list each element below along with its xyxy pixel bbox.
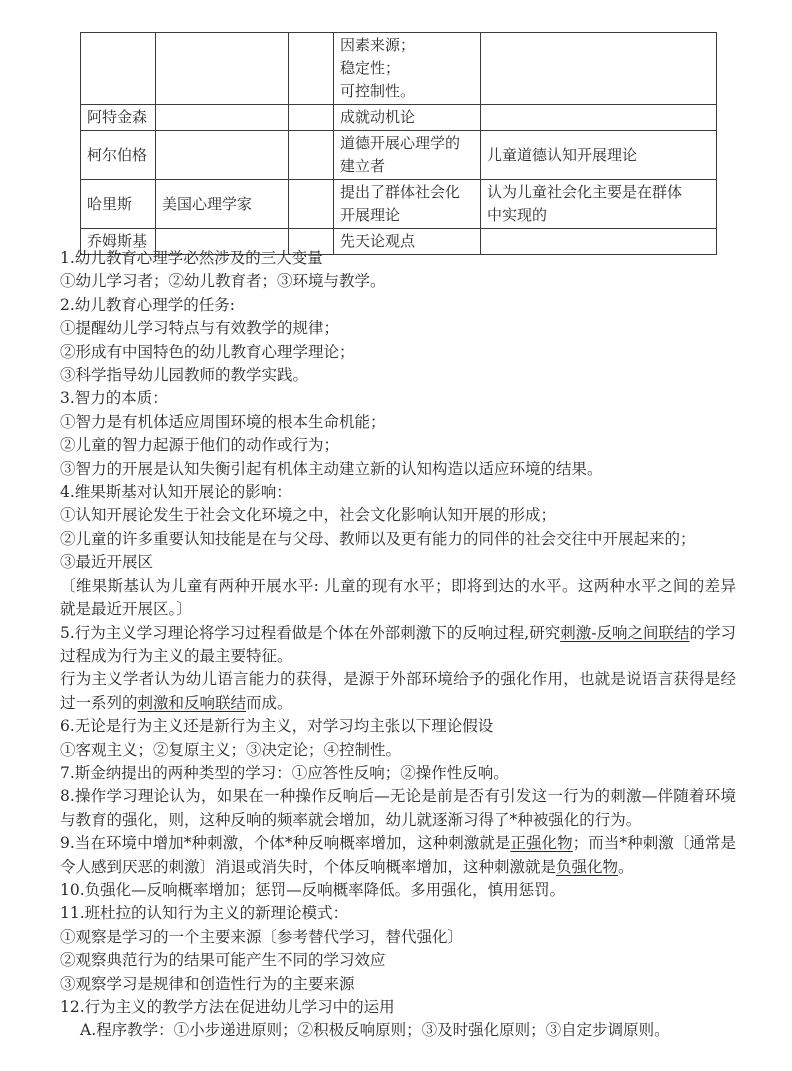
note-text: 7.斯金纳提出的两种类型的学习：①应答性反响；②操作性反响。 bbox=[60, 763, 509, 782]
table-cell bbox=[289, 180, 334, 229]
table-cell: 美国心理学家 bbox=[156, 180, 289, 229]
note-text: 9.当在环境中增加*种刺激，个体*种反响概率增加，这种刺激就是 bbox=[60, 834, 511, 853]
note-text: 3.智力的本质： bbox=[60, 389, 168, 408]
note-paragraph bbox=[60, 458, 736, 481]
table-cell-line: 可控制性。 bbox=[340, 82, 416, 100]
note-text: ；而当*种刺激〔通常是令人感到厌恶的刺激〕消退或消失时，个体反响概率增加，这种刺激就是 bbox=[60, 834, 736, 876]
note-text: A.程序教学：①小步递进原则；②积极反响原则；③及时强化原则；③自定步调原则。 bbox=[80, 1021, 670, 1040]
note-text: 8.操作学习理论认为，如果在一种操作反响后—无论是前是否有引发这一行为的刺激—伴随着环境与教育的强化，则，这种反响的频率就会增加，幼儿就逐渐习得了*种被强化的行为。 bbox=[60, 787, 736, 829]
note-text: ③观察学习是规律和创造性行为的主要来源 bbox=[60, 974, 355, 993]
note-paragraph bbox=[60, 996, 736, 1019]
table-row bbox=[81, 131, 717, 180]
note-text: ①观察是学习的一个主要来源〔参考替代学习，替代强化〕 bbox=[60, 927, 464, 946]
note-paragraph bbox=[60, 1019, 736, 1042]
note-paragraph bbox=[60, 926, 736, 949]
notes-section bbox=[60, 247, 736, 1043]
table-cell bbox=[334, 131, 481, 180]
note-text: ②形成有中国特色的幼儿教育心理学理论； bbox=[60, 342, 355, 361]
note-text: 的学习过程成为行为主义的最主要特征。 bbox=[60, 623, 736, 665]
note-text: ②儿童的许多重要认知技能是在与父母、教师以及更有能力的同伴的社会交往中开展起来的； bbox=[60, 529, 696, 548]
table-cell bbox=[156, 33, 289, 105]
note-paragraph bbox=[60, 481, 736, 504]
table-cell: 柯尔伯格 bbox=[81, 131, 156, 180]
note-text: 2.幼儿教育心理学的任务: bbox=[60, 295, 236, 314]
note-text: 5.行为主义学习理论将学习过程看做是个体在外部刺激下的反响过程,研究 bbox=[60, 623, 561, 642]
note-text: 而成。 bbox=[246, 693, 293, 712]
note-text: 6.无论是行为主义还是新行为主义，对学习均主张以下理论假设 bbox=[60, 717, 494, 736]
table-cell-line: 中实现的 bbox=[487, 206, 548, 224]
psychologist-table bbox=[80, 32, 717, 255]
note-text: ①客观主义；②复原主义；③决定论；④控制性。 bbox=[60, 740, 402, 759]
table-row bbox=[81, 105, 717, 131]
note-text: ②儿童的智力起源于他们的动作或行为； bbox=[60, 436, 340, 455]
underlined-term: 刺激-反响之间联结 bbox=[560, 623, 690, 642]
note-text: 11.班杜拉的认知行为主义的新理论模式： bbox=[60, 904, 349, 923]
note-paragraph bbox=[60, 949, 736, 972]
table-cell-line: 建立者 bbox=[340, 157, 386, 175]
note-text: ①智力是有机体适应周围环境的根本生命机能； bbox=[60, 412, 386, 431]
note-text: ②观察典范行为的结果可能产生不同的学习效应 bbox=[60, 951, 386, 970]
note-text: ①幼儿学习者；②幼儿教育者；③环境与教学。 bbox=[60, 272, 386, 291]
note-paragraph bbox=[60, 879, 736, 902]
table-cell bbox=[481, 33, 717, 105]
note-text: ①认知开展论发生于社会文化环境之中，社会文化影响认知开展的形成； bbox=[60, 506, 557, 525]
table-cell: 阿特金森 bbox=[81, 105, 156, 131]
note-paragraph bbox=[60, 364, 736, 387]
table-cell bbox=[334, 180, 481, 229]
table-cell bbox=[289, 33, 334, 105]
table-cell-line: 道德开展心理学的 bbox=[340, 134, 461, 152]
note-text: 4.维果斯基对认知开展论的影响： bbox=[60, 483, 292, 502]
note-text: 10.负强化—反响概率增加；惩罚—反响概率降低。多用强化，慎用惩罚。 bbox=[60, 880, 566, 899]
note-text: ③智力的开展是认知失衡引起有机体主动建立新的认知构造以适应环境的结果。 bbox=[60, 459, 603, 478]
note-paragraph bbox=[60, 411, 736, 434]
underlined-term: 刺激和反响联结 bbox=[137, 693, 247, 712]
table-cell bbox=[289, 105, 334, 131]
table-row bbox=[81, 33, 717, 105]
table-cell bbox=[481, 180, 717, 229]
note-paragraph bbox=[60, 785, 736, 832]
table-cell bbox=[156, 105, 289, 131]
underlined-term: 负强化物 bbox=[556, 857, 619, 876]
note-text: 1.幼儿教育心理学必然涉及的三大变量 bbox=[60, 249, 323, 267]
note-paragraph bbox=[60, 317, 736, 340]
psychologist-table-body bbox=[81, 33, 717, 255]
table-cell: 先天论观点 bbox=[334, 229, 481, 255]
table-cell: 儿童道德认知开展理论 bbox=[481, 131, 717, 180]
note-paragraph bbox=[60, 902, 736, 925]
note-text: 12.行为主义的教学方法在促进幼儿学习中的运用 bbox=[60, 998, 395, 1016]
table-cell bbox=[81, 33, 156, 105]
table-cell: 乔姆斯基 bbox=[81, 229, 156, 255]
note-text: 行为主义学者认为幼儿语言能力的获得，是源于外部环境给予的强化作用，也就是说语言获得是经过一系列的 bbox=[60, 670, 736, 712]
table-cell-line: 稳定性； bbox=[340, 59, 401, 77]
table-cell-line: 提出了群体社会化 bbox=[340, 183, 461, 201]
note-text: 。 bbox=[618, 857, 634, 876]
table-cell bbox=[481, 105, 717, 131]
table-cell-line: 认为儿童社会化主要是在群体 bbox=[487, 183, 683, 201]
note-text: 〔维果斯基认为儿童有两种开展水平: 儿童的现有水平；即将到达的水平。这两种水平之间的差异就是最近开展区。〕 bbox=[60, 576, 736, 619]
note-paragraph bbox=[60, 832, 736, 879]
note-text: ③科学指导幼儿园教师的教学实践。 bbox=[60, 366, 309, 385]
note-text: ③最近开展区 bbox=[60, 553, 154, 572]
note-paragraph bbox=[60, 551, 736, 574]
table-cell bbox=[156, 131, 289, 180]
note-paragraph bbox=[60, 973, 736, 996]
note-paragraph bbox=[60, 387, 736, 410]
note-text: ①提醒幼儿学习特点与有效教学的规律； bbox=[60, 319, 340, 338]
underlined-term: 正强化物 bbox=[510, 834, 573, 853]
table-cell-line: 因素来源； bbox=[340, 36, 416, 54]
note-paragraph bbox=[60, 247, 736, 270]
table-cell bbox=[289, 131, 334, 180]
note-paragraph bbox=[60, 341, 736, 364]
table-cell bbox=[334, 33, 481, 105]
note-paragraph bbox=[60, 715, 736, 738]
note-paragraph bbox=[60, 434, 736, 457]
note-paragraph bbox=[60, 739, 736, 762]
note-paragraph bbox=[60, 528, 736, 551]
table-cell: 成就动机论 bbox=[334, 105, 481, 131]
note-paragraph bbox=[60, 622, 736, 669]
note-paragraph bbox=[60, 575, 736, 622]
note-paragraph bbox=[60, 762, 736, 785]
note-paragraph bbox=[60, 504, 736, 527]
note-paragraph bbox=[60, 270, 736, 293]
note-paragraph bbox=[60, 668, 736, 715]
note-paragraph bbox=[60, 294, 736, 317]
table-cell: 哈里斯 bbox=[81, 180, 156, 229]
table-row bbox=[81, 180, 717, 229]
table-cell-line: 开展理论 bbox=[340, 206, 401, 224]
